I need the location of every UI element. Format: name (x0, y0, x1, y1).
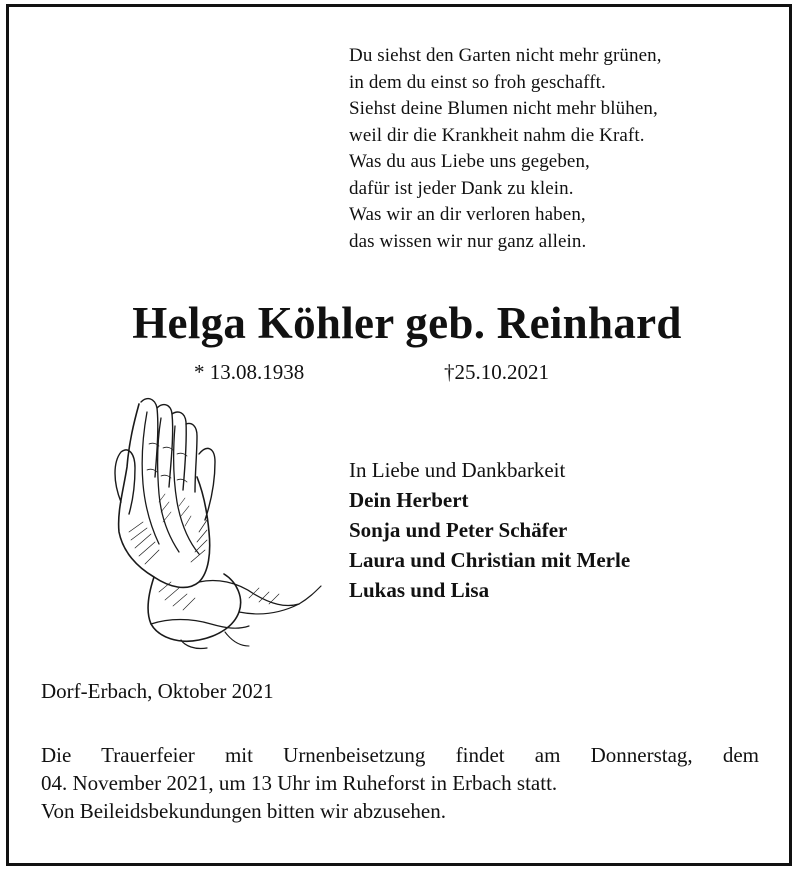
poem-line: Du siehst den Garten nicht mehr grünen, (349, 45, 662, 66)
obituary-frame (6, 4, 792, 866)
family-member: Sonja und Peter Schäfer (349, 518, 568, 542)
death-date: †25.10.2021 (444, 360, 549, 384)
funeral-notice (41, 741, 759, 825)
birth-date: * 13.08.1938 (194, 360, 305, 384)
poem (349, 43, 769, 255)
family-intro: In Liebe und Dankbarkeit (349, 458, 566, 482)
family-member: Laura und Christian mit Merle (349, 548, 631, 572)
praying-hands-icon (99, 382, 329, 652)
notice-line: Von Beileidsbekundungen bitten wir abzusehen. (41, 799, 446, 823)
family-member: Lukas und Lisa (349, 578, 490, 602)
poem-line: Was du aus Liebe uns gegeben, (349, 151, 590, 172)
deceased-name: Helga Köhler geb. Reinhard (132, 298, 682, 348)
poem-line: Siehst deine Blumen nicht mehr blühen, (349, 98, 658, 119)
poem-line: dafür ist jeder Dank zu klein. (349, 177, 574, 199)
poem-line: in dem du einst so froh geschafft. (349, 71, 606, 93)
family-member: Dein Herbert (349, 488, 469, 512)
poem-line: das wissen wir nur ganz allein. (349, 230, 587, 252)
family-signature (349, 455, 779, 605)
poem-line: Was wir an dir verloren haben, (349, 204, 586, 225)
notice-line: 04. November 2021, um 13 Uhr im Ruheforst in Erbach statt. (41, 771, 558, 795)
poem-line: weil dir die Krankheit nahm die Kraft. (349, 124, 645, 146)
notice-line: Die Trauerfeier mit Urnenbeisetzung findet am Donnerstag, dem (41, 743, 759, 767)
place-date: Dorf-Erbach, Oktober 2021 (41, 679, 274, 703)
